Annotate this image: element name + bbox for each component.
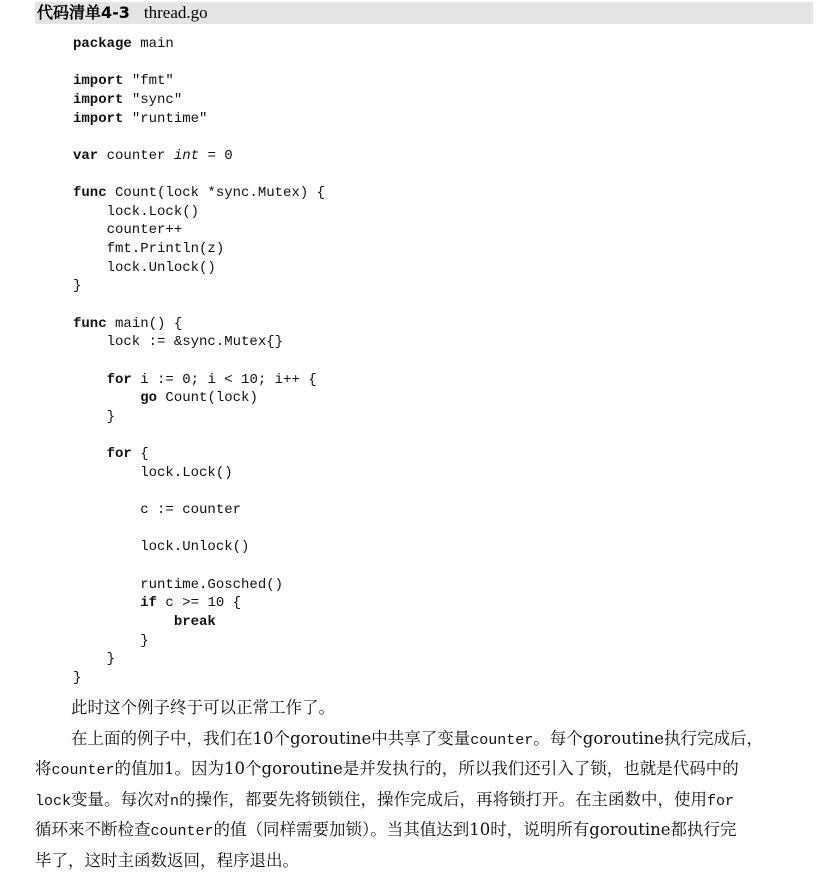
inline-code: counter (470, 732, 533, 749)
code-line (73, 277, 325, 296)
code-text: lock.Unlock() (73, 260, 216, 276)
code-text: } (73, 670, 81, 686)
code-line (73, 165, 325, 184)
code-text: "sync" (123, 92, 182, 108)
code-text: Count(lock *sync.Mutex) { (107, 185, 325, 201)
paragraph-text: 的值（同样需要加锁）。当其值达到10时，说明所有goroutine都执行完 (214, 820, 737, 839)
code-text (73, 446, 107, 462)
code-line (73, 464, 325, 483)
code-type: int (174, 148, 199, 164)
code-line (73, 576, 325, 595)
code-text: lock.Unlock() (73, 539, 249, 555)
code-line (73, 445, 325, 464)
inline-code: lock (35, 793, 71, 810)
code-line (73, 352, 325, 371)
code-line (73, 501, 325, 520)
code-keyword: break (174, 614, 216, 630)
code-line (73, 650, 325, 669)
code-line (73, 371, 325, 390)
code-keyword: for (107, 372, 132, 388)
code-text: runtime.Gosched() (73, 577, 283, 593)
code-line (73, 296, 325, 315)
code-text: "runtime" (123, 111, 207, 127)
paragraph-text: 在上面的例子中，我们在10个goroutine中共享了变量 (71, 729, 470, 748)
explanation-text (35, 693, 817, 876)
code-keyword: import (73, 73, 123, 89)
code-text (73, 390, 140, 406)
code-line (73, 520, 325, 539)
code-keyword: package (73, 36, 132, 52)
code-line (73, 482, 325, 501)
code-keyword: import (73, 111, 123, 127)
code-line (73, 669, 325, 688)
code-text: lock.Lock() (73, 204, 199, 220)
code-line (73, 426, 325, 445)
code-line (73, 389, 325, 408)
code-line (73, 538, 325, 557)
paragraph-text: 循环来不断检查 (35, 820, 151, 839)
code-block (73, 35, 325, 687)
paragraph-line (35, 724, 817, 755)
code-keyword: var (73, 148, 98, 164)
code-text (73, 614, 174, 630)
paragraph-text: 的操作，都要先将锁锁住，操作完成后，再将锁打开。在主函数中，使用 (179, 790, 707, 809)
paragraph-text: 的值加1。因为10个goroutine是并发执行的，所以我们还引入了锁，也就是代码中的 (115, 759, 739, 778)
code-text: } (73, 651, 115, 667)
code-line (73, 35, 325, 54)
code-line (73, 594, 325, 613)
code-text: lock.Lock() (73, 465, 233, 481)
inline-code: counter (52, 762, 115, 779)
code-text: = 0 (199, 148, 233, 164)
paragraph-line (35, 815, 817, 846)
code-line (73, 147, 325, 166)
code-line (73, 259, 325, 278)
code-line (73, 408, 325, 427)
paragraph-text: 变量。每次对 (71, 790, 170, 809)
code-keyword: func (73, 185, 107, 201)
code-text: Count(lock) (157, 390, 258, 406)
code-line (73, 184, 325, 203)
code-line (73, 557, 325, 576)
code-line (73, 613, 325, 632)
code-line (73, 54, 325, 73)
paragraph-text: 毕了，这时主函数返回，程序退出。 (35, 851, 299, 870)
paragraph-line (35, 785, 817, 816)
code-line (73, 315, 325, 334)
code-text: i := 0; i < 10; i++ { (132, 372, 317, 388)
code-text: main (132, 36, 174, 52)
code-text (73, 372, 107, 388)
code-text: fmt.Println(z) (73, 241, 224, 257)
paragraph-text: 。每个goroutine执行完成后， (533, 729, 763, 748)
code-keyword: for (107, 446, 132, 462)
listing-label: 代码清单4-3 (37, 3, 130, 22)
listing-filename: thread.go (144, 3, 208, 22)
code-text: } (73, 633, 149, 649)
code-text: { (132, 446, 149, 462)
code-text: } (73, 409, 115, 425)
code-line (73, 72, 325, 91)
code-keyword: func (73, 316, 107, 332)
code-text: lock := &sync.Mutex{} (73, 334, 283, 350)
code-line (73, 632, 325, 651)
code-text: c >= 10 { (157, 595, 241, 611)
code-line (73, 221, 325, 240)
inline-code: for (707, 793, 734, 810)
code-line (73, 240, 325, 259)
code-line (73, 91, 325, 110)
paragraph-text: 将 (35, 759, 52, 778)
paragraph-line (35, 846, 817, 876)
paragraph-line (35, 754, 817, 785)
paragraph-text: 此时这个例子终于可以正常工作了。 (71, 698, 335, 717)
paragraph-line (35, 693, 817, 724)
code-text: main() { (107, 316, 183, 332)
code-listing-header (35, 2, 813, 24)
code-line (73, 333, 325, 352)
code-keyword: import (73, 92, 123, 108)
code-text: c := counter (73, 502, 241, 518)
code-text (73, 595, 140, 611)
code-line (73, 128, 325, 147)
inline-code: n (170, 793, 179, 810)
code-keyword: go (140, 390, 157, 406)
code-line (73, 203, 325, 222)
code-text: } (73, 278, 81, 294)
code-text: "fmt" (123, 73, 173, 89)
inline-code: counter (151, 823, 214, 840)
code-text: counter (98, 148, 174, 164)
code-text: counter++ (73, 222, 182, 238)
code-line (73, 110, 325, 129)
code-keyword: if (140, 595, 157, 611)
